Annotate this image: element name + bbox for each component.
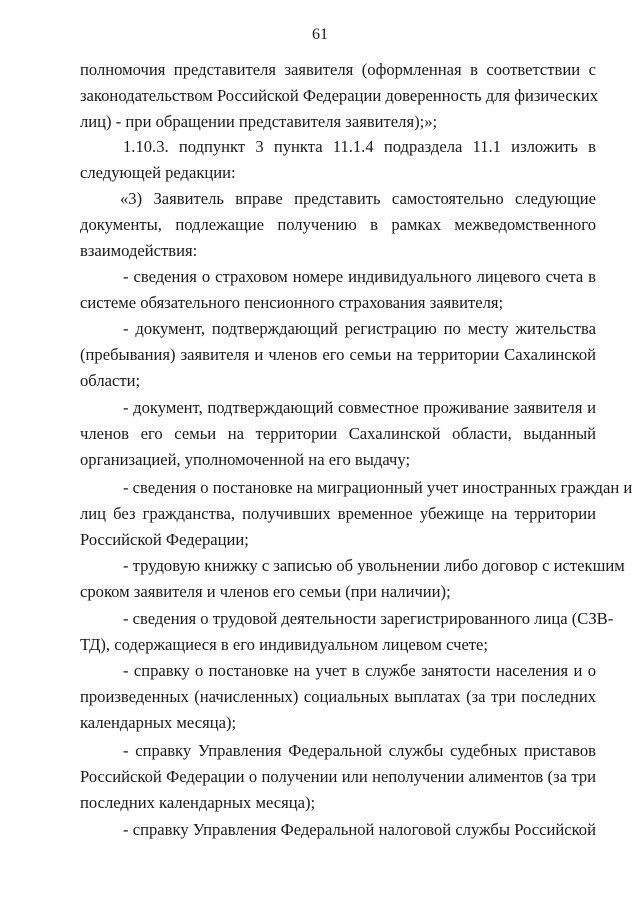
text-line: - справку Управления Федеральной налоговой службы Российской bbox=[123, 820, 596, 839]
paragraph-representative-powers bbox=[80, 57, 596, 135]
list-item-registration-document bbox=[80, 316, 596, 394]
text-line: Российской Федерации о получении или неполучении алиментов (за три bbox=[80, 767, 596, 786]
text-line: законодательством Российской Федерации доверенность для физических bbox=[80, 86, 598, 105]
page-number: 61 bbox=[312, 26, 328, 43]
text-line: - документ, подтверждающий совместное проживание заявителя и bbox=[123, 398, 596, 417]
text-line: 1.10.3. подпункт 3 пункта 11.1.4 подраздела 11.1 изложить в bbox=[123, 137, 596, 156]
paragraph-subclause-1-10-3 bbox=[80, 134, 596, 186]
list-item-labor-activity-info bbox=[80, 606, 614, 658]
list-item-employment-record bbox=[80, 553, 625, 605]
text-line: «3) Заявитель вправе представить самостоятельно следующие bbox=[120, 189, 596, 208]
paragraph-applicant-right bbox=[80, 186, 596, 264]
text-line: организацией, уполномоченной на его выдачу; bbox=[80, 450, 411, 469]
text-line: последних календарных месяца); bbox=[80, 793, 316, 812]
text-line: - сведения о постановке на миграционный учет иностранных граждан и bbox=[123, 478, 633, 497]
text-line: членов его семьи на территории Сахалинской области, выданный bbox=[80, 424, 596, 443]
text-line: области; bbox=[80, 371, 141, 390]
text-line: системе обязательного пенсионного страхования заявителя; bbox=[80, 293, 504, 312]
text-line: - сведения о трудовой деятельности зарегистрированного лица (СЗВ- bbox=[123, 609, 614, 628]
text-line: - сведения о страховом номере индивидуального лицевого счета в bbox=[123, 267, 596, 286]
text-line: календарных месяца); bbox=[80, 713, 237, 732]
text-line: полномочия представителя заявителя (оформленная в соответствии с bbox=[80, 60, 596, 79]
text-line: Российской Федерации; bbox=[80, 530, 249, 549]
text-line: следующей редакции: bbox=[80, 163, 236, 182]
list-item-bailiff-certificate bbox=[80, 738, 596, 816]
text-line: - справку Управления Федеральной службы судебных приставов bbox=[123, 741, 596, 760]
list-item-employment-service-certificate bbox=[80, 658, 596, 736]
text-line: взаимодействия: bbox=[80, 241, 198, 260]
list-item-tax-service-certificate bbox=[80, 817, 596, 843]
text-line: (пребывания) заявителя и членов его семьи на территории Сахалинской bbox=[80, 345, 596, 364]
list-item-insurance-number bbox=[80, 264, 596, 316]
list-item-cohabitation-document bbox=[80, 395, 596, 473]
text-line: лиц) - при обращении представителя заявителя);»; bbox=[80, 112, 438, 131]
text-line: - документ, подтверждающий регистрацию по месту жительства bbox=[123, 319, 596, 338]
text-line: - справку о постановке на учет в службе занятости населения и о bbox=[123, 661, 596, 680]
text-line: лиц без гражданства, получивших временное убежище на территории bbox=[80, 504, 596, 523]
text-line: - трудовую книжку с записью об увольнении либо договор с истекшим bbox=[123, 556, 625, 575]
text-line: ТД), содержащиеся в его индивидуальном лицевом счете; bbox=[80, 635, 489, 654]
text-line: сроком заявителя и членов его семьи (при наличии); bbox=[80, 582, 451, 601]
text-line: произведенных (начисленных) социальных выплатах (за три последних bbox=[80, 687, 596, 706]
text-line: документы, подлежащие получению в рамках межведомственного bbox=[80, 215, 596, 234]
list-item-migration-records bbox=[80, 475, 633, 553]
